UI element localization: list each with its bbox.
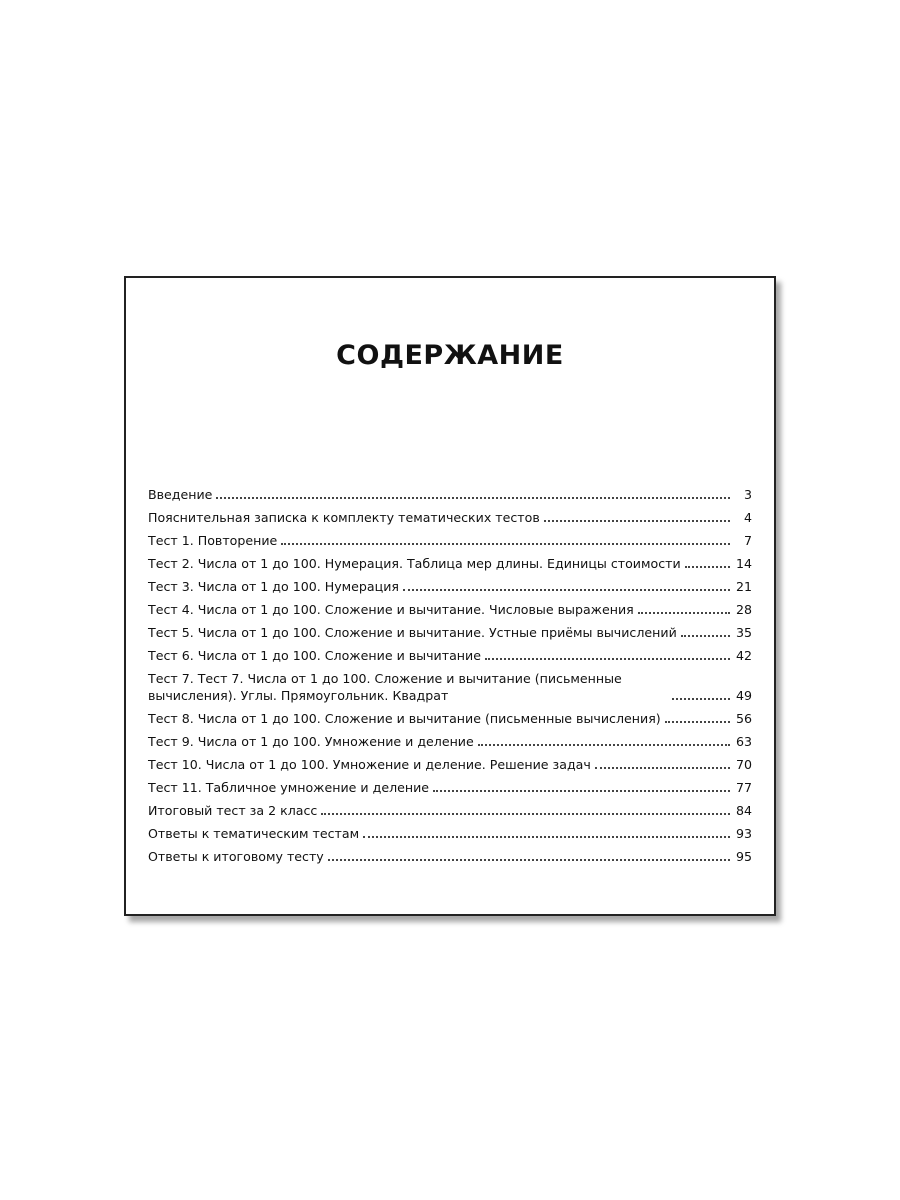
toc-dot-leader	[685, 566, 730, 568]
toc-entry-page: 95	[735, 849, 752, 864]
toc-dot-leader	[665, 721, 730, 723]
toc-dot-leader	[321, 813, 730, 815]
toc-entry-label: Тест 5. Числа от 1 до 100. Сложение и вычитание. Устные приёмы вычислений	[148, 625, 677, 640]
toc-dot-leader	[403, 589, 730, 591]
toc-entry-page: 35	[735, 625, 752, 640]
toc-entry-page: 77	[735, 780, 752, 795]
toc-entry	[148, 480, 752, 503]
toc-entry-label: Тест 8. Числа от 1 до 100. Сложение и вычитание (письменные вычисления)	[148, 711, 661, 726]
toc-entry	[148, 796, 752, 819]
toc-dot-leader	[328, 859, 730, 861]
toc-entry	[148, 641, 752, 664]
toc-entry-page: 7	[743, 533, 752, 548]
toc-entry-page: 70	[735, 757, 752, 772]
page-title: СОДЕРЖАНИЕ	[336, 340, 564, 371]
toc-entry-page: 21	[735, 579, 752, 594]
toc-entry	[148, 503, 752, 526]
toc-entry	[148, 750, 752, 773]
toc-entry-label: Ответы к тематическим тестам	[148, 826, 360, 841]
toc-entry-page: 42	[735, 648, 752, 663]
toc-entry	[148, 618, 752, 641]
toc-dot-leader	[281, 543, 730, 545]
toc-entry	[148, 727, 752, 750]
toc-entry-page: 84	[735, 803, 752, 818]
toc-entry-label: Итоговый тест за 2 класс	[148, 803, 318, 818]
toc-entry-page: 3	[743, 487, 752, 502]
toc-dot-leader	[681, 635, 730, 637]
table-of-contents	[148, 480, 752, 865]
toc-entry	[148, 595, 752, 618]
toc-entry-label: Тест 3. Числа от 1 до 100. Нумерация	[148, 579, 399, 594]
toc-entry	[148, 704, 752, 727]
toc-entry-label: Ответы к итоговому тесту	[148, 849, 324, 864]
toc-entry-label: Тест 9. Числа от 1 до 100. Умножение и деление	[148, 734, 474, 749]
toc-dot-leader	[595, 767, 730, 769]
toc-dot-leader	[478, 744, 730, 746]
toc-entry-label: Тест 4. Числа от 1 до 100. Сложение и вычитание. Числовые выражения	[148, 602, 634, 617]
toc-entry	[148, 572, 752, 595]
toc-entry-page: 49	[735, 688, 752, 703]
toc-dot-leader	[485, 658, 730, 660]
toc-entry-label: Тест 2. Числа от 1 до 100. Нумерация. Таблица мер длины. Единицы стоимости	[148, 556, 681, 571]
toc-entry-label: Тест 6. Числа от 1 до 100. Сложение и вычитание	[148, 648, 481, 663]
toc-entry-page: 63	[735, 734, 752, 749]
toc-entry	[148, 819, 752, 842]
toc-entry	[148, 773, 752, 796]
toc-entry-label: Введение	[148, 487, 213, 502]
toc-entry-page: 28	[735, 602, 752, 617]
toc-entry	[148, 526, 752, 549]
toc-entry-page: 56	[735, 711, 752, 726]
toc-entry-page: 14	[735, 556, 752, 571]
document-page	[124, 276, 776, 916]
toc-entry	[148, 664, 752, 704]
toc-dot-leader	[544, 520, 730, 522]
toc-dot-leader	[216, 497, 730, 499]
toc-entry-label: Тест 10. Числа от 1 до 100. Умножение и деление. Решение задач	[148, 757, 591, 772]
toc-entry	[148, 842, 752, 865]
toc-entry-label: Тест 11. Табличное умножение и деление	[148, 780, 430, 795]
toc-entry-page: 4	[743, 510, 752, 525]
toc-dot-leader	[433, 790, 730, 792]
toc-entry-page: 93	[735, 826, 752, 841]
toc-entry-label: Тест 7. Тест 7. Числа от 1 до 100. Сложение и вычитание (письменные вычисления). Углы. Прямоугольник. Квадрат	[148, 671, 622, 703]
toc-entry-label: Пояснительная записка к комплекту тематических тестов	[148, 510, 540, 525]
toc-entry	[148, 549, 752, 572]
toc-dot-leader	[638, 612, 730, 614]
toc-entry-label: Тест 1. Повторение	[148, 533, 278, 548]
toc-dot-leader	[672, 698, 730, 700]
toc-dot-leader	[363, 836, 730, 838]
